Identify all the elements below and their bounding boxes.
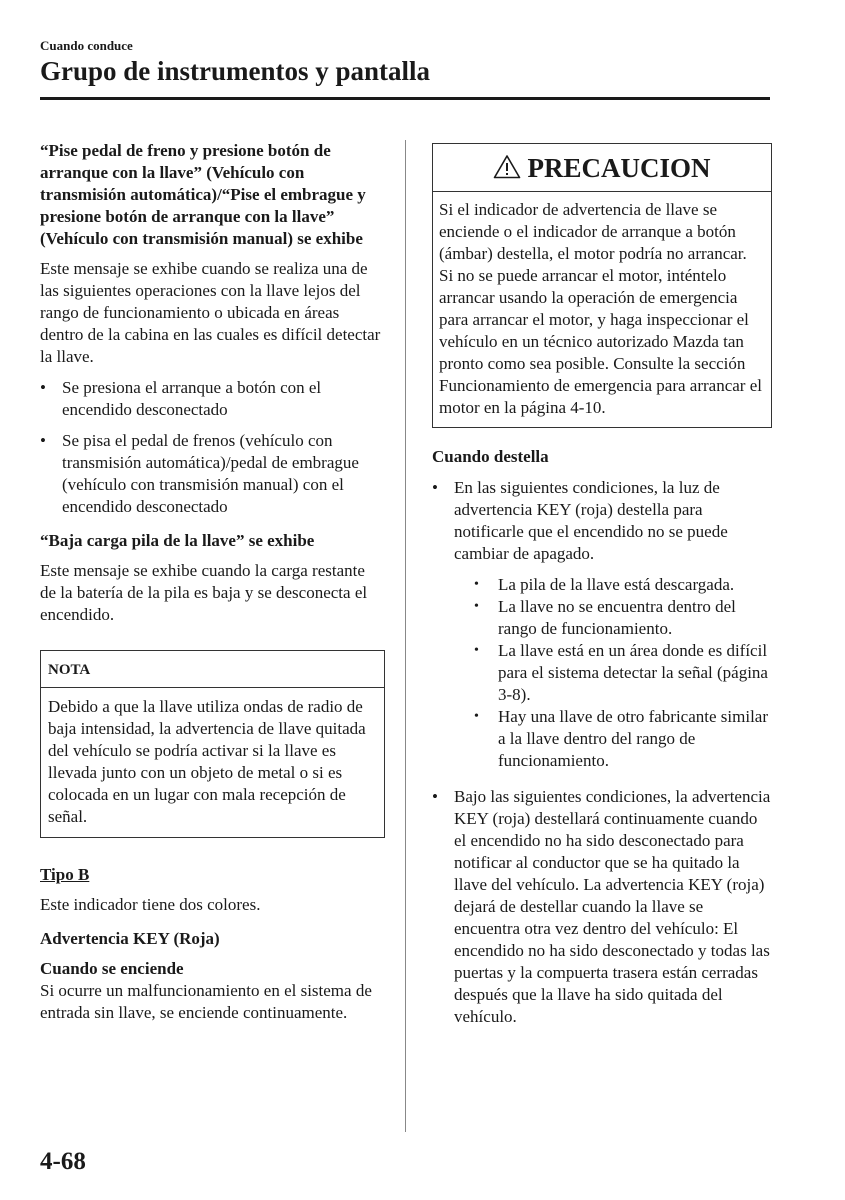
caution-box: [432, 143, 772, 428]
page-number: 4-68: [40, 1148, 86, 1175]
right-column: [432, 143, 772, 1037]
left-column: [40, 140, 385, 1024]
heading-tipo-b: Tipo B: [40, 865, 90, 884]
sub-list-item: • La llave está en un área donde es difícil para el sistema detectar la señal (página 3-8).: [474, 640, 772, 706]
paragraph-two-colors: Este indicador tiene dos colores.: [40, 895, 261, 914]
section-label: Cuando conduce: [40, 38, 133, 53]
note-title: NOTA: [41, 651, 384, 688]
caution-header: [433, 144, 771, 192]
caution-title: PRECAUCION: [527, 152, 711, 183]
heading-when-flashing: Cuando destella: [432, 447, 549, 466]
sub-bullet-list: [474, 574, 772, 772]
sub-list-item: • La llave no se encuentra dentro del rango de funcionamiento.: [474, 596, 772, 640]
caution-body: Si el indicador de advertencia de llave se enciende o el indicador de arranque a botón (ámbar) destella, el motor podría no arrancar. Si no se puede arrancar el motor, inténtelo arrancar usando la operación de emergencia para arrancar el motor, y haga inspeccionar el vehículo en un técnico autorizado Mazda tan pronto como sea posible. Consulte la sección Funcionamiento de emergencia para arrancar el motor en la página 4-10.: [439, 200, 762, 417]
list-item: • Se presiona el arranque a botón con el encendido desconectado: [40, 377, 385, 421]
list-item-text: • En las siguientes condiciones, la luz de advertencia KEY (roja) destella para notificarle que el encendido no se puede cambiar de apagado.: [454, 478, 728, 563]
heading-pise-pedal-message: “Pise pedal de freno y presione botón de arranque con la llave” (Vehículo con transmisión automática)/“Pise el embrague y presione botón de arranque con la llave” (Vehículo con transmisión manual) se exhibe: [40, 141, 366, 248]
heading-key-warning-red: Advertencia KEY (Roja): [40, 929, 220, 948]
paragraph-message-description: Este mensaje se exhibe cuando se realiza una de las siguientes operaciones con la llave lejos del rango de funcionamiento o ubicada en áreas dentro de la cabina en las cuales es difícil detectar la llave.: [40, 259, 381, 366]
sub-list-item: • Hay una llave de otro fabricante similar a la llave dentro del rango de funcionamiento.: [474, 706, 772, 772]
heading-when-lit: Cuando se enciende: [40, 959, 184, 978]
list-item: • Se pisa el pedal de frenos (vehículo con transmisión automática)/pedal de embrague (vehículo con transmisión manual) con el encendido desconectado: [40, 430, 385, 518]
list-item: [432, 477, 772, 772]
column-divider: [405, 140, 406, 1132]
note-box: [40, 650, 385, 838]
paragraph-malfunction: Si ocurre un malfuncionamiento en el sistema de entrada sin llave, se enciende continuamente.: [40, 981, 372, 1022]
note-body: Debido a que la llave utiliza ondas de radio de baja intensidad, la advertencia de llave quitada del vehículo se podría activar si la llave es llevada junto con un objeto de metal o si es colocada en un lugar con mala recepción de señal.: [48, 697, 366, 826]
warning-triangle-icon: [493, 154, 521, 181]
bullet-list-conditions: [40, 377, 385, 518]
page-title: Grupo de instrumentos y pantalla: [40, 56, 431, 86]
list-item: • Bajo las siguientes condiciones, la advertencia KEY (roja) destellará continuamente cuando el encendido no ha sido desconectado para notificar al conductor que se ha quitado la llave del vehículo. La advertencia KEY (roja) dejará de destellar cuando la llave se encuentra otra vez dentro del vehículo: El encendido no ha sido desconectado y todas las puertas y la compuerta trasera están cerradas después que la llave ha sido quitada del vehículo.: [432, 786, 772, 1028]
heading-low-battery-message: “Baja carga pila de la llave” se exhibe: [40, 531, 315, 550]
title-divider: [40, 97, 770, 100]
paragraph-low-battery: Este mensaje se exhibe cuando la carga restante de la batería de la pila es baja y se desconecta el encendido.: [40, 561, 368, 624]
sub-list-item: • La pila de la llave está descargada.: [474, 574, 772, 596]
bullet-list-flashing: [432, 477, 772, 1028]
